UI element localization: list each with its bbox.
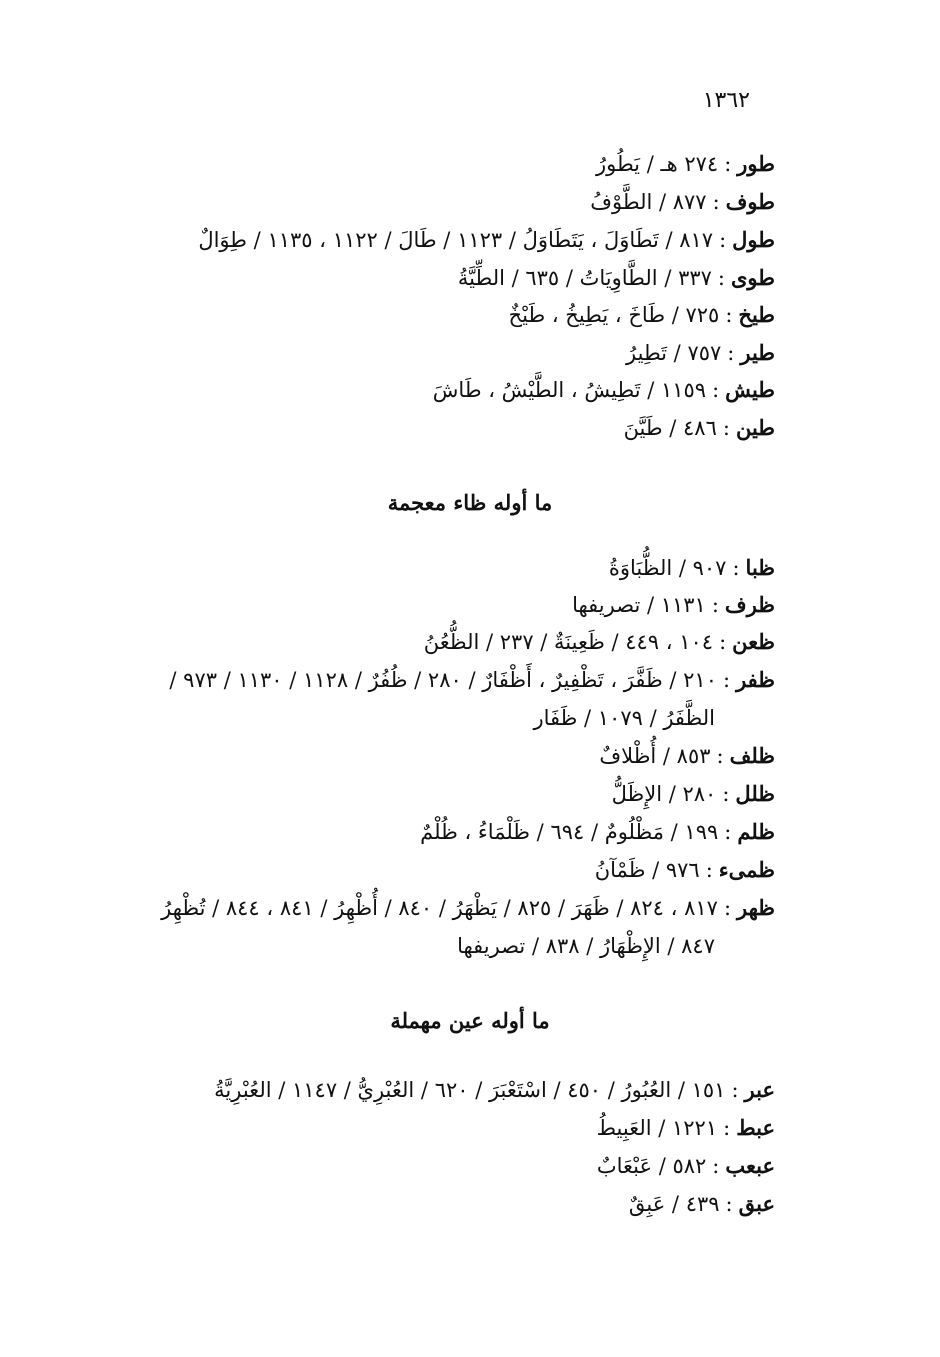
index-entry — [100, 146, 775, 182]
entry-separator: : — [731, 1078, 739, 1102]
section-heading: ما أوله ظاء معجمة — [387, 490, 553, 515]
entry-text: ١٥١ / العُبُورُ / ٤٥٠ / اسْتَعْبَرَ / ٦٢٠ / العُبْرِيُّ / ١١٤٧ / العُبْرِيَّةُ — [214, 1078, 726, 1102]
entry-root: ظعن — [732, 629, 775, 654]
entry-text: ٨١٧ ، ٨٢٤ / ظَهَرَ / ٨٢٥ / يَظْهَرُ / ٨٤٠ / أُظْهِرُ / ٨٤١ ، ٨٤٤ / تُظْهِرُ — [161, 896, 718, 920]
entry-separator: : — [722, 416, 730, 440]
index-entry-continuation — [100, 700, 775, 736]
entry-root: ظلف — [729, 743, 775, 768]
entry-text: ٩٧٦ / ظَمْآنُ — [594, 858, 700, 882]
index-entry — [100, 1148, 775, 1184]
entry-root: ظلل — [735, 781, 775, 806]
entry-separator: : — [712, 1154, 720, 1178]
index-entry — [100, 587, 775, 623]
entry-separator: : — [716, 744, 724, 768]
entry-separator: : — [725, 1192, 733, 1216]
entry-root: طور — [737, 151, 775, 176]
entry-root: ظهر — [737, 895, 775, 920]
entry-text: ٩٠٧ / الظُّبَاوَةُ — [608, 556, 727, 580]
entry-root: طين — [735, 415, 775, 440]
entry-root: طول — [732, 227, 775, 252]
index-entry — [100, 260, 775, 296]
entry-root: ظرف — [724, 592, 775, 617]
entry-root: ظبا — [745, 555, 775, 580]
entry-separator: : — [727, 341, 735, 365]
entry-root: عبر — [744, 1077, 775, 1102]
index-entry — [100, 738, 775, 774]
entry-separator: : — [711, 593, 719, 617]
entry-root: عبعب — [725, 1153, 775, 1178]
index-entry — [100, 624, 775, 660]
entry-separator: : — [732, 556, 740, 580]
entry-root: ظلم — [737, 819, 775, 844]
entry-separator: : — [722, 782, 730, 806]
entry-root: ظمىء — [718, 857, 775, 882]
entry-continuation-text: الظَّفَرُ / ١٠٧٩ / ظَفَار — [533, 706, 715, 730]
entry-separator: : — [712, 190, 720, 214]
entry-text: ١١٥٩ / تَطِيشُ ، الطَّيْشُ ، طَاشَ — [432, 378, 707, 402]
entry-separator: : — [719, 630, 727, 654]
entry-continuation-text: ٨٤٧ / الإِظْهَارُ / ٨٣٨ / تصريفها — [457, 934, 715, 958]
entry-root: عبط — [736, 1115, 775, 1140]
entry-separator: : — [723, 1116, 731, 1140]
entry-text: ٤٨٦ / طَيَّنَ — [623, 416, 717, 440]
entry-root: عبق — [738, 1191, 775, 1216]
entry-root: طيش — [725, 377, 775, 402]
entry-separator: : — [723, 896, 732, 920]
entry-text: ٧٥٧ / تَطِيرُ — [626, 341, 722, 365]
index-entry — [100, 852, 775, 888]
index-entry — [100, 662, 775, 698]
index-entry — [100, 1110, 775, 1146]
entry-text: ٣٣٧ / الطَّاوِيَاتُ / ٦٣٥ / الطِّيَّةُ — [457, 266, 712, 290]
entry-separator: : — [712, 378, 720, 402]
index-entry — [100, 184, 775, 220]
entry-text: ٢٨٠ / الإِظَلُّ — [611, 782, 717, 806]
entry-root: ظفر — [736, 667, 775, 692]
entry-text: ٨٧٧ / الطَّوْفُ — [590, 190, 707, 214]
index-entry — [100, 335, 775, 371]
index-entry — [100, 297, 775, 333]
entry-text: ٢١٠ / ظَفَّرَ ، تَظْفِيرٌ ، أَظْفَارٌ / ٢٨٠ / ظُفُرٌ / ١١٢٨ / ١١٣٠ / ٩٧٣ / — [169, 668, 717, 692]
section-heading: ما أوله عين مهملة — [390, 1008, 550, 1033]
entry-root: طيخ — [738, 302, 775, 327]
entry-text: ٨٥٣ / أُظْلافٌ — [599, 744, 711, 768]
index-entry — [100, 776, 775, 812]
entry-text: ٧٢٥ / طَاخَ ، يَطِيخُ ، طَيْخٌ — [508, 303, 720, 327]
page-number: ١٣٦٢ — [702, 88, 750, 113]
entry-text: ٨١٧ / تَطَاوَلَ ، يَتَطَاوَلُ / ١١٢٣ / طَالَ / ١١٢٢ ، ١١٣٥ / طِوَالٌ — [198, 228, 714, 252]
entry-text: ١٢٢١ / العَبِيطُ — [596, 1116, 718, 1140]
entry-text: ٢٧٤ هـ / يَطُورُ — [595, 152, 719, 176]
entry-separator: : — [724, 820, 732, 844]
entry-separator: : — [705, 858, 713, 882]
entry-separator: : — [725, 303, 733, 327]
index-entry — [100, 222, 775, 258]
entry-text: ١٠٤ ، ٤٤٩ / ظَعِينَةٌ / ٢٣٧ / الظُّعُنُ — [423, 630, 714, 654]
entry-text: ٤٣٩ / عَبِقٌ — [628, 1192, 720, 1216]
entry-root: طوى — [731, 265, 775, 290]
index-entry-continuation — [100, 928, 775, 964]
index-entry — [100, 1072, 775, 1108]
index-entry — [100, 814, 775, 850]
index-entry — [100, 550, 775, 586]
entry-separator: : — [722, 668, 731, 692]
entry-root: طوف — [725, 189, 775, 214]
index-entry — [100, 1186, 775, 1222]
entry-separator: : — [717, 266, 725, 290]
index-entry — [100, 372, 775, 408]
entry-text: ٥٨٢ / عَبْعَابٌ — [596, 1154, 707, 1178]
entry-separator: : — [724, 152, 732, 176]
index-entry — [100, 890, 775, 926]
entry-root: طير — [740, 340, 775, 365]
entry-separator: : — [719, 228, 727, 252]
entry-text: ١١٣١ / تصريفها — [572, 593, 706, 617]
index-entry — [100, 410, 775, 446]
entry-text: ١٩٩ / مَظْلُومٌ / ٦٩٤ / ظَلْمَاءُ ، ظُلْمٌ — [420, 820, 719, 844]
